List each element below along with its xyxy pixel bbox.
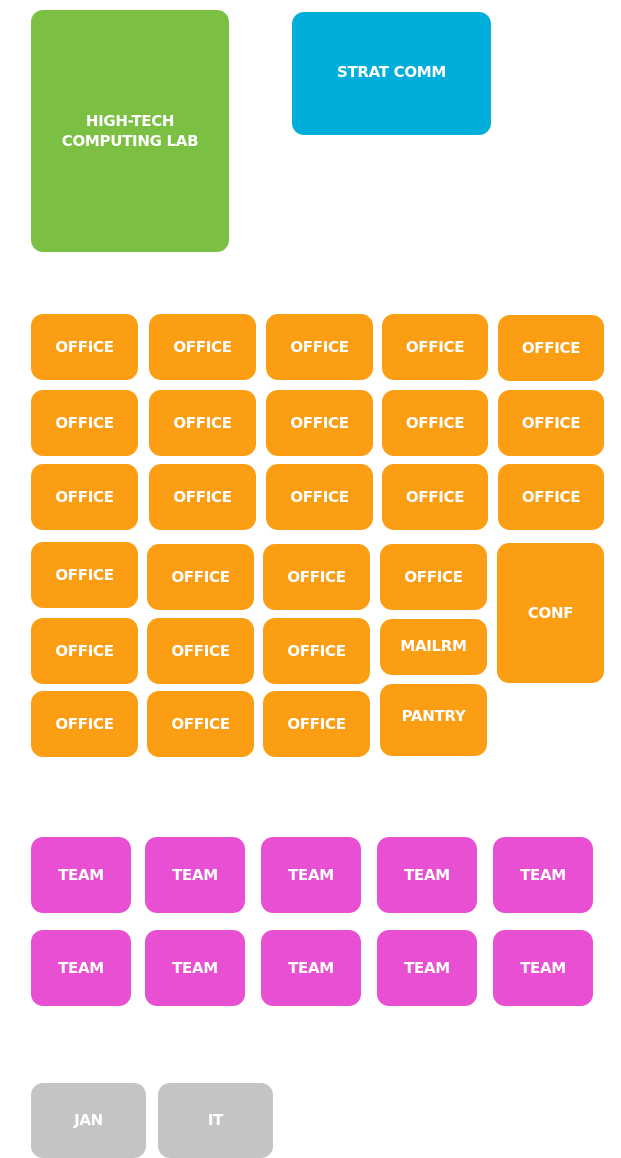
jan-label: JAN — [74, 1111, 103, 1130]
office-r5-c3 — [263, 618, 370, 684]
team-label: TEAM — [520, 958, 566, 977]
team-r2-c2 — [145, 930, 245, 1006]
office-label: OFFICE — [290, 413, 349, 432]
team-r2-c3 — [261, 930, 361, 1006]
office-r4-c4 — [380, 544, 487, 610]
lab-label-line1: HIGH-TECH — [85, 111, 175, 130]
office-r2-c2 — [149, 390, 256, 456]
office-label: OFFICE — [171, 714, 230, 733]
office-r3-c2 — [149, 464, 256, 530]
lab-label — [62, 111, 198, 152]
office-r3-c1 — [31, 464, 138, 530]
office-label: OFFICE — [55, 565, 114, 584]
lab-label-line2: COMPUTING LAB — [61, 132, 199, 150]
it-label: IT — [207, 1111, 224, 1130]
team-label: TEAM — [58, 958, 104, 977]
office-label: OFFICE — [287, 714, 346, 733]
office-r6-c1 — [31, 691, 138, 757]
team-label: TEAM — [58, 865, 104, 884]
team-label: TEAM — [172, 865, 218, 884]
office-r1-c2 — [149, 314, 256, 380]
team-r1-c1 — [31, 837, 131, 913]
office-label: OFFICE — [521, 487, 581, 506]
office-label: OFFICE — [290, 337, 349, 356]
mailroom-label: MAILRM — [400, 636, 467, 655]
office-label: OFFICE — [173, 487, 232, 506]
office-r1-c1 — [31, 314, 138, 380]
office-label: OFFICE — [55, 487, 114, 506]
office-label: OFFICE — [405, 487, 465, 506]
office-label: OFFICE — [173, 413, 232, 432]
office-label: OFFICE — [173, 337, 232, 356]
team-label: TEAM — [288, 958, 334, 977]
it-room — [158, 1083, 273, 1158]
office-r5-c2 — [147, 618, 254, 684]
office-r6-c3 — [263, 691, 370, 757]
office-r2-c1 — [31, 390, 138, 456]
team-label: TEAM — [404, 958, 450, 977]
office-r5-c1 — [31, 618, 138, 684]
team-r2-c4 — [377, 930, 477, 1006]
office-r3-c4 — [382, 464, 488, 530]
office-label: OFFICE — [287, 641, 346, 660]
office-label: OFFICE — [404, 567, 463, 586]
office-r2-c4 — [382, 390, 488, 456]
team-r1-c4 — [377, 837, 477, 913]
office-r1-c5 — [498, 315, 604, 381]
team-r1-c2 — [145, 837, 245, 913]
team-label: TEAM — [172, 958, 218, 977]
office-label: OFFICE — [171, 567, 230, 586]
mailroom — [380, 619, 487, 675]
office-label: OFFICE — [405, 413, 465, 432]
team-r2-c1 — [31, 930, 131, 1006]
team-r1-c5 — [493, 837, 593, 913]
office-label: OFFICE — [287, 567, 346, 586]
janitor-room — [31, 1083, 146, 1158]
office-label: OFFICE — [55, 714, 114, 733]
office-label: OFFICE — [405, 337, 465, 356]
office-r2-c5 — [498, 390, 604, 456]
strat-comm-room — [292, 12, 491, 135]
team-label: TEAM — [520, 865, 566, 884]
strat-comm-label: STRAT COMM — [336, 63, 447, 82]
office-r3-c3 — [266, 464, 373, 530]
office-r4-c2 — [147, 544, 254, 610]
office-r2-c3 — [266, 390, 373, 456]
office-label: OFFICE — [171, 641, 230, 660]
office-label: OFFICE — [55, 337, 114, 356]
office-r1-c4 — [382, 314, 488, 380]
office-label: OFFICE — [290, 487, 349, 506]
conf-label: CONF — [527, 603, 574, 622]
office-r4-c3 — [263, 544, 370, 610]
pantry — [380, 684, 487, 756]
office-r1-c3 — [266, 314, 373, 380]
office-label: OFFICE — [521, 338, 581, 357]
pantry-label: PANTRY — [401, 706, 466, 725]
office-r3-c5 — [498, 464, 604, 530]
office-label: OFFICE — [55, 413, 114, 432]
conf-room — [497, 543, 604, 683]
team-r1-c3 — [261, 837, 361, 913]
team-label: TEAM — [404, 865, 450, 884]
team-label: TEAM — [288, 865, 334, 884]
office-r4-c1 — [31, 542, 138, 608]
office-r6-c2 — [147, 691, 254, 757]
high-tech-computing-lab — [31, 10, 229, 252]
office-label: OFFICE — [521, 413, 581, 432]
team-r2-c5 — [493, 930, 593, 1006]
office-label: OFFICE — [55, 641, 114, 660]
